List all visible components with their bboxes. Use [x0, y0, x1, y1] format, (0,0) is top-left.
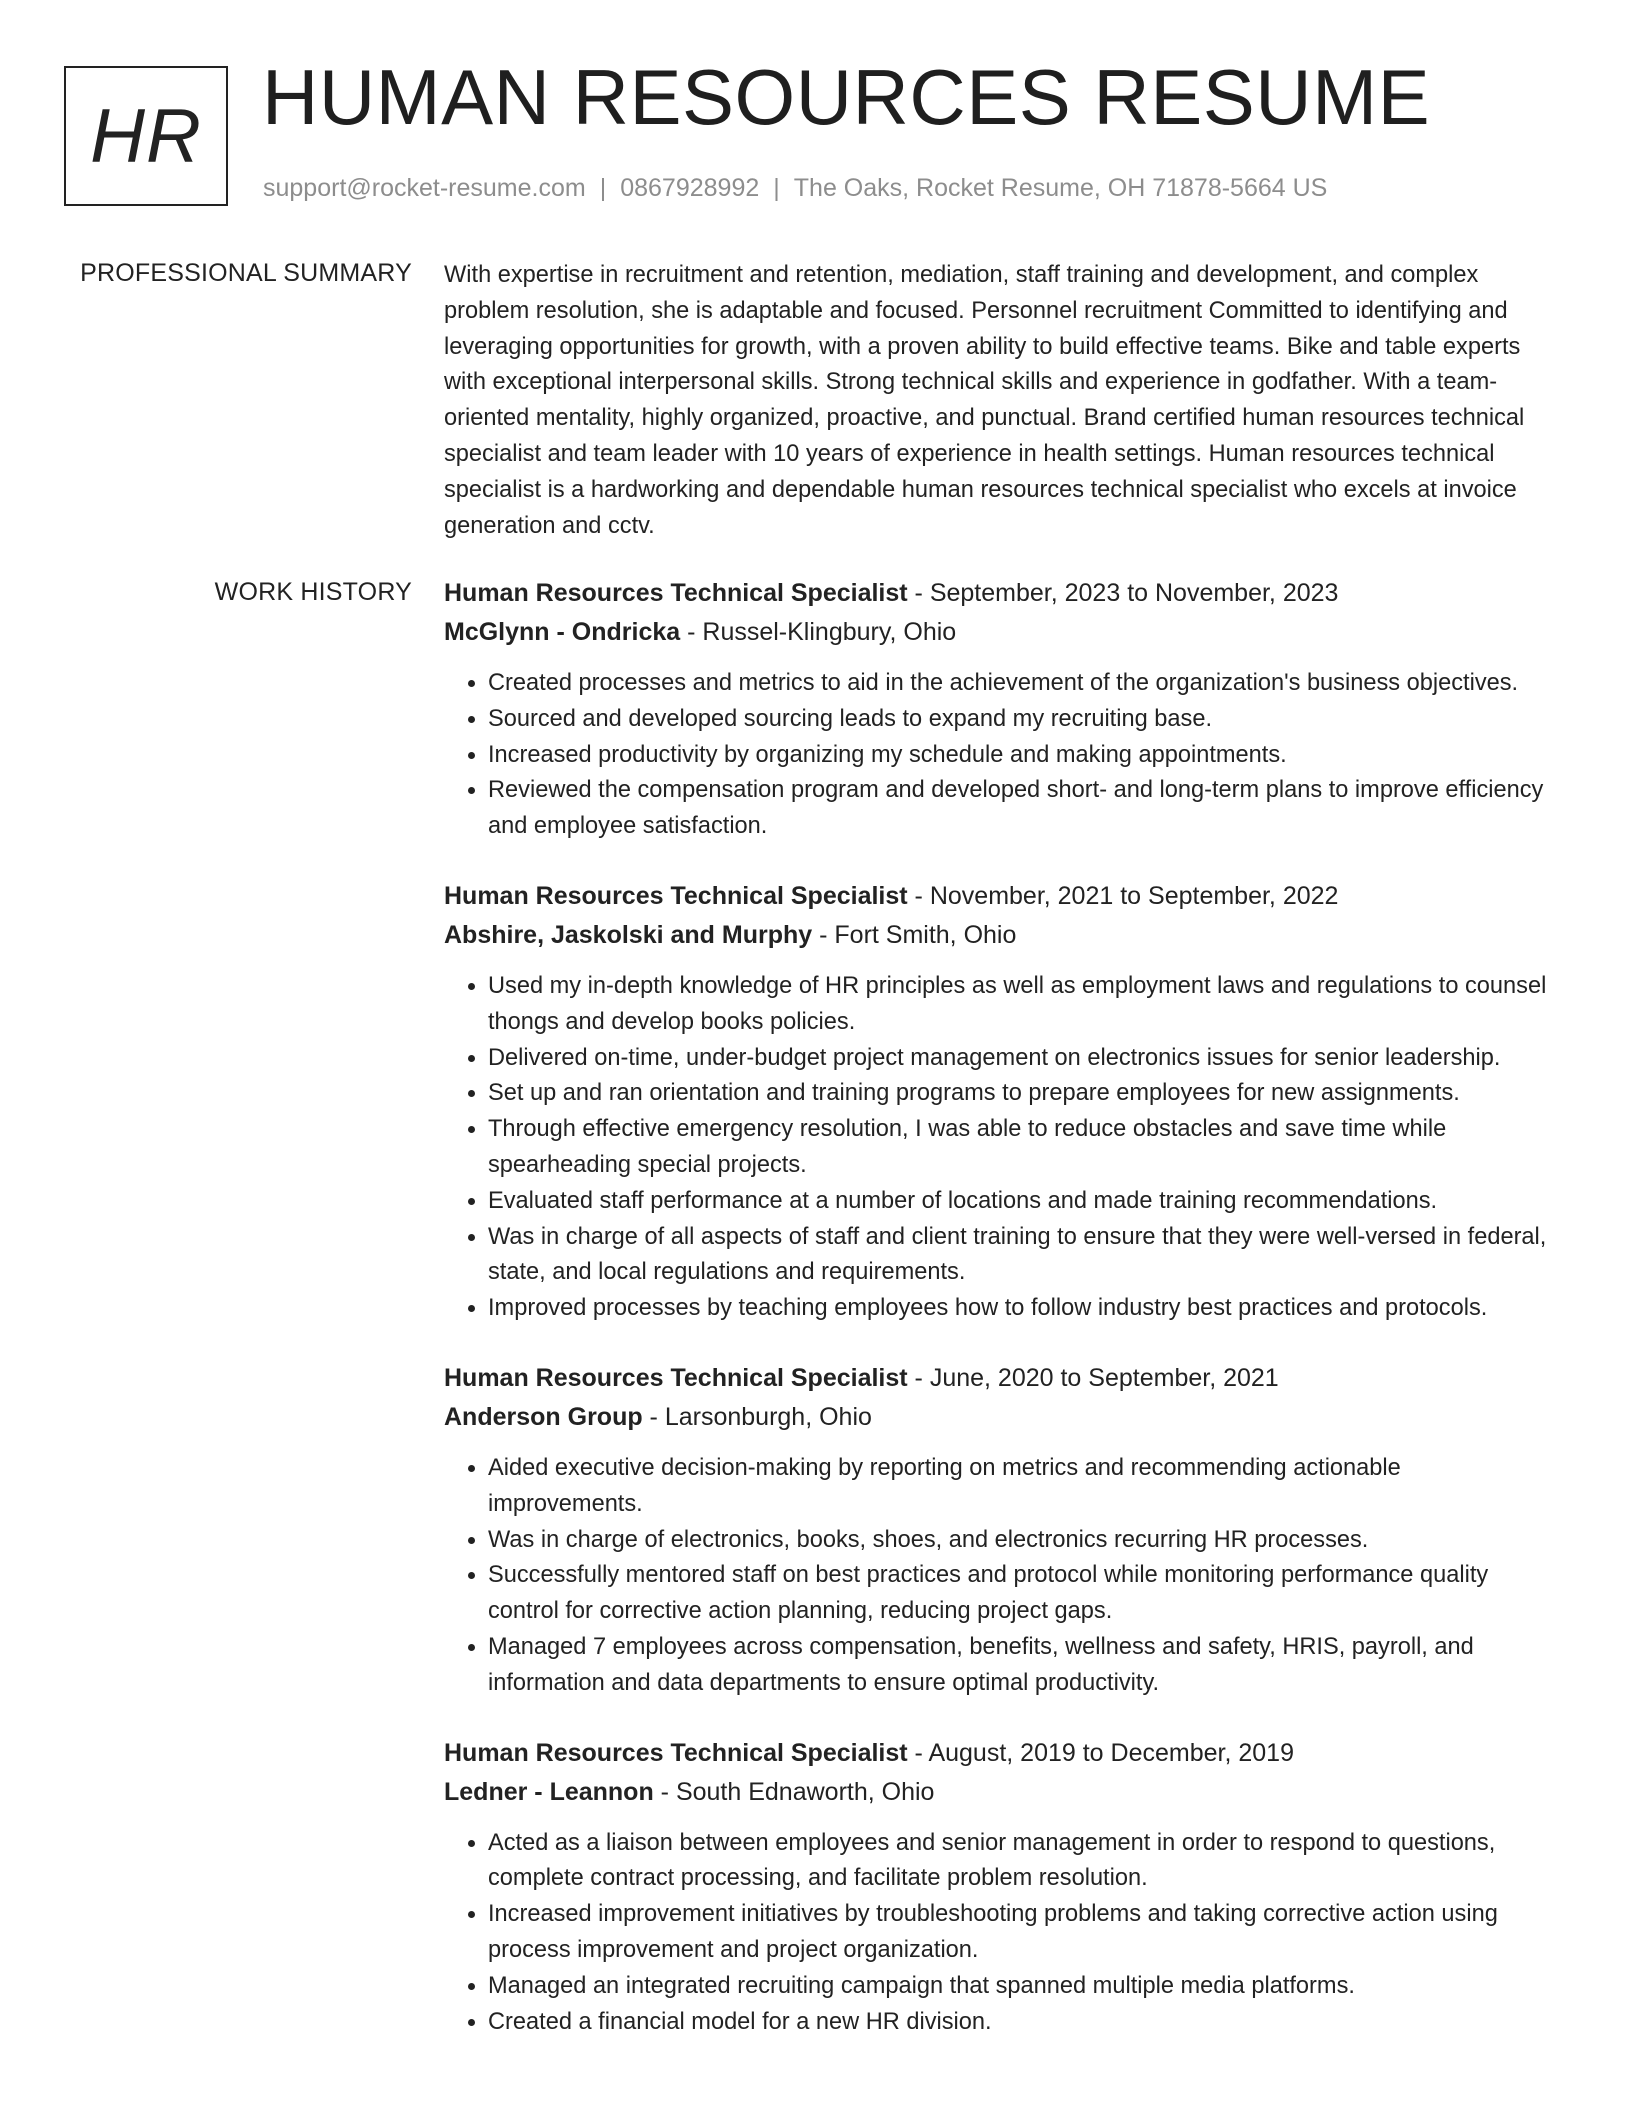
job-bullet: • Through effective emergency resolution, I was able to reduce obstacles and save time while spearheading special projects. — [488, 1112, 1558, 1184]
job-company-line — [444, 613, 1558, 652]
job-company-line — [444, 916, 1558, 955]
job-entry — [444, 1359, 1558, 1702]
monogram-initials: HR — [90, 93, 202, 179]
job-title-line — [444, 1734, 1558, 1773]
job-company-line — [444, 1773, 1558, 1812]
job-dates: - September, 2023 to November, 2023 — [907, 579, 1339, 607]
job-bullet: • Reviewed the compensation program and developed short- and long-term plans to improve efficiency and employee satisfaction. — [488, 773, 1558, 845]
job-bullet: • Was in charge of all aspects of staff and client training to ensure that they were well-versed in federal, state, and local regulations and requirements. — [488, 1220, 1558, 1292]
summary-text: With expertise in recruitment and retention, mediation, staff training and development, and complex problem resolution, she is adaptable and focused. Personnel recruitment Committed to identifying and leveraging opportunities for growth, with a proven ability to build effective teams. Bike and table experts with exceptional interpersonal skills. Strong technical skills and experience in godfather. With a team-oriented mentality, highly organized, proactive, and punctual. Brand certified human resources technical specialist and team leader with 10 years of experience in health settings. Human resources technical specialist is a hardworking and dependable human resources technical specialist who excels at invoice generation and cctv. — [444, 262, 1525, 539]
job-bullet: • Evaluated staff performance at a number of locations and made training recommendations. — [488, 1184, 1558, 1220]
job-location: - Larsonburgh, Ohio — [642, 1402, 872, 1431]
job-entry — [444, 877, 1558, 1327]
job-bullet: • Set up and ran orientation and training programs to prepare employees for new assignments. — [488, 1076, 1558, 1112]
job-bullets — [444, 969, 1558, 1327]
job-title: Human Resources Technical Specialist — [444, 579, 908, 607]
job-bullets — [444, 1451, 1558, 1702]
job-entry — [444, 574, 1558, 845]
contact-address: The Oaks, Rocket Resume, OH 71878-5664 US — [793, 174, 1328, 202]
job-location: - Fort Smith, Ohio — [812, 920, 1017, 949]
job-bullet: • Sourced and developed sourcing leads to expand my recruiting base. — [488, 702, 1558, 738]
job-company: Anderson Group — [444, 1402, 643, 1431]
job-bullet: • Managed 7 employees across compensation, benefits, wellness and safety, HRIS, payroll, and information and data departments to ensure optimal productivity. — [488, 1630, 1558, 1702]
job-title: Human Resources Technical Specialist — [444, 881, 908, 910]
job-bullets — [444, 1826, 1558, 2041]
job-title: Human Resources Technical Specialist — [444, 1363, 908, 1392]
job-bullet: • Increased improvement initiatives by troubleshooting problems and taking corrective action using process improvement and project organization. — [488, 1897, 1558, 1969]
contact-separator: | — [773, 174, 780, 202]
job-bullet: • Managed an integrated recruiting campaign that spanned multiple media platforms. — [488, 1969, 1558, 2005]
job-title-line — [444, 574, 1558, 613]
job-location: - South Ednaworth, Ohio — [653, 1777, 935, 1806]
job-bullet: • Used my in-depth knowledge of HR principles as well as employment laws and regulations to counsel thongs and develop books policies. — [488, 969, 1558, 1041]
job-location: - Russel-Klingbury, Ohio — [680, 618, 957, 646]
contact-line — [263, 174, 1327, 203]
job-bullet: • Was in charge of electronics, books, shoes, and electronics recurring HR processes. — [488, 1523, 1558, 1559]
job-bullet: • Delivered on-time, under-budget project management on electronics issues for senior leadership. — [488, 1041, 1558, 1077]
job-bullet: • Improved processes by teaching employees how to follow industry best practices and protocols. — [488, 1291, 1558, 1327]
job-company-line — [444, 1398, 1558, 1437]
contact-separator: | — [599, 174, 607, 202]
job-bullet: • Successfully mentored staff on best practices and protocol while monitoring performance quality control for corrective action planning, reducing project gaps. — [488, 1558, 1558, 1630]
contact-email: support@rocket-resume.com — [263, 174, 586, 202]
job-company: Abshire, Jaskolski and Murphy — [444, 920, 813, 949]
job-bullet: • Acted as a liaison between employees and senior management in order to respond to questions, complete contract processing, and facilitate problem resolution. — [488, 1826, 1558, 1898]
job-dates: - August, 2019 to December, 2019 — [907, 1738, 1294, 1767]
job-dates: - November, 2021 to September, 2022 — [907, 881, 1339, 910]
work-history-list — [444, 574, 1558, 2072]
job-bullet: • Created processes and metrics to aid in the achievement of the organization's business objectives. — [488, 666, 1558, 702]
job-company: McGlynn - Ondricka — [444, 618, 681, 646]
summary-section-label: PROFESSIONAL SUMMARY — [80, 259, 412, 287]
job-title: Human Resources Technical Specialist — [444, 1738, 908, 1767]
work-history-section-label: WORK HISTORY — [214, 578, 412, 606]
job-bullet: • Increased productivity by organizing my schedule and making appointments. — [488, 738, 1558, 774]
resume-title: HUMAN RESOURCES RESUME — [262, 53, 1431, 141]
job-title-line — [444, 1359, 1558, 1398]
job-bullet: • Aided executive decision-making by reporting on metrics and recommending actionable improvements. — [488, 1451, 1558, 1523]
job-title-line — [444, 877, 1558, 916]
job-bullets — [444, 666, 1558, 845]
job-company: Ledner - Leannon — [444, 1777, 654, 1806]
contact-phone: 0867928992 — [620, 174, 760, 202]
monogram-box — [64, 66, 228, 206]
job-entry — [444, 1734, 1558, 2041]
job-bullet: • Created a financial model for a new HR division. — [488, 2005, 1558, 2041]
job-dates: - June, 2020 to September, 2021 — [907, 1363, 1279, 1392]
